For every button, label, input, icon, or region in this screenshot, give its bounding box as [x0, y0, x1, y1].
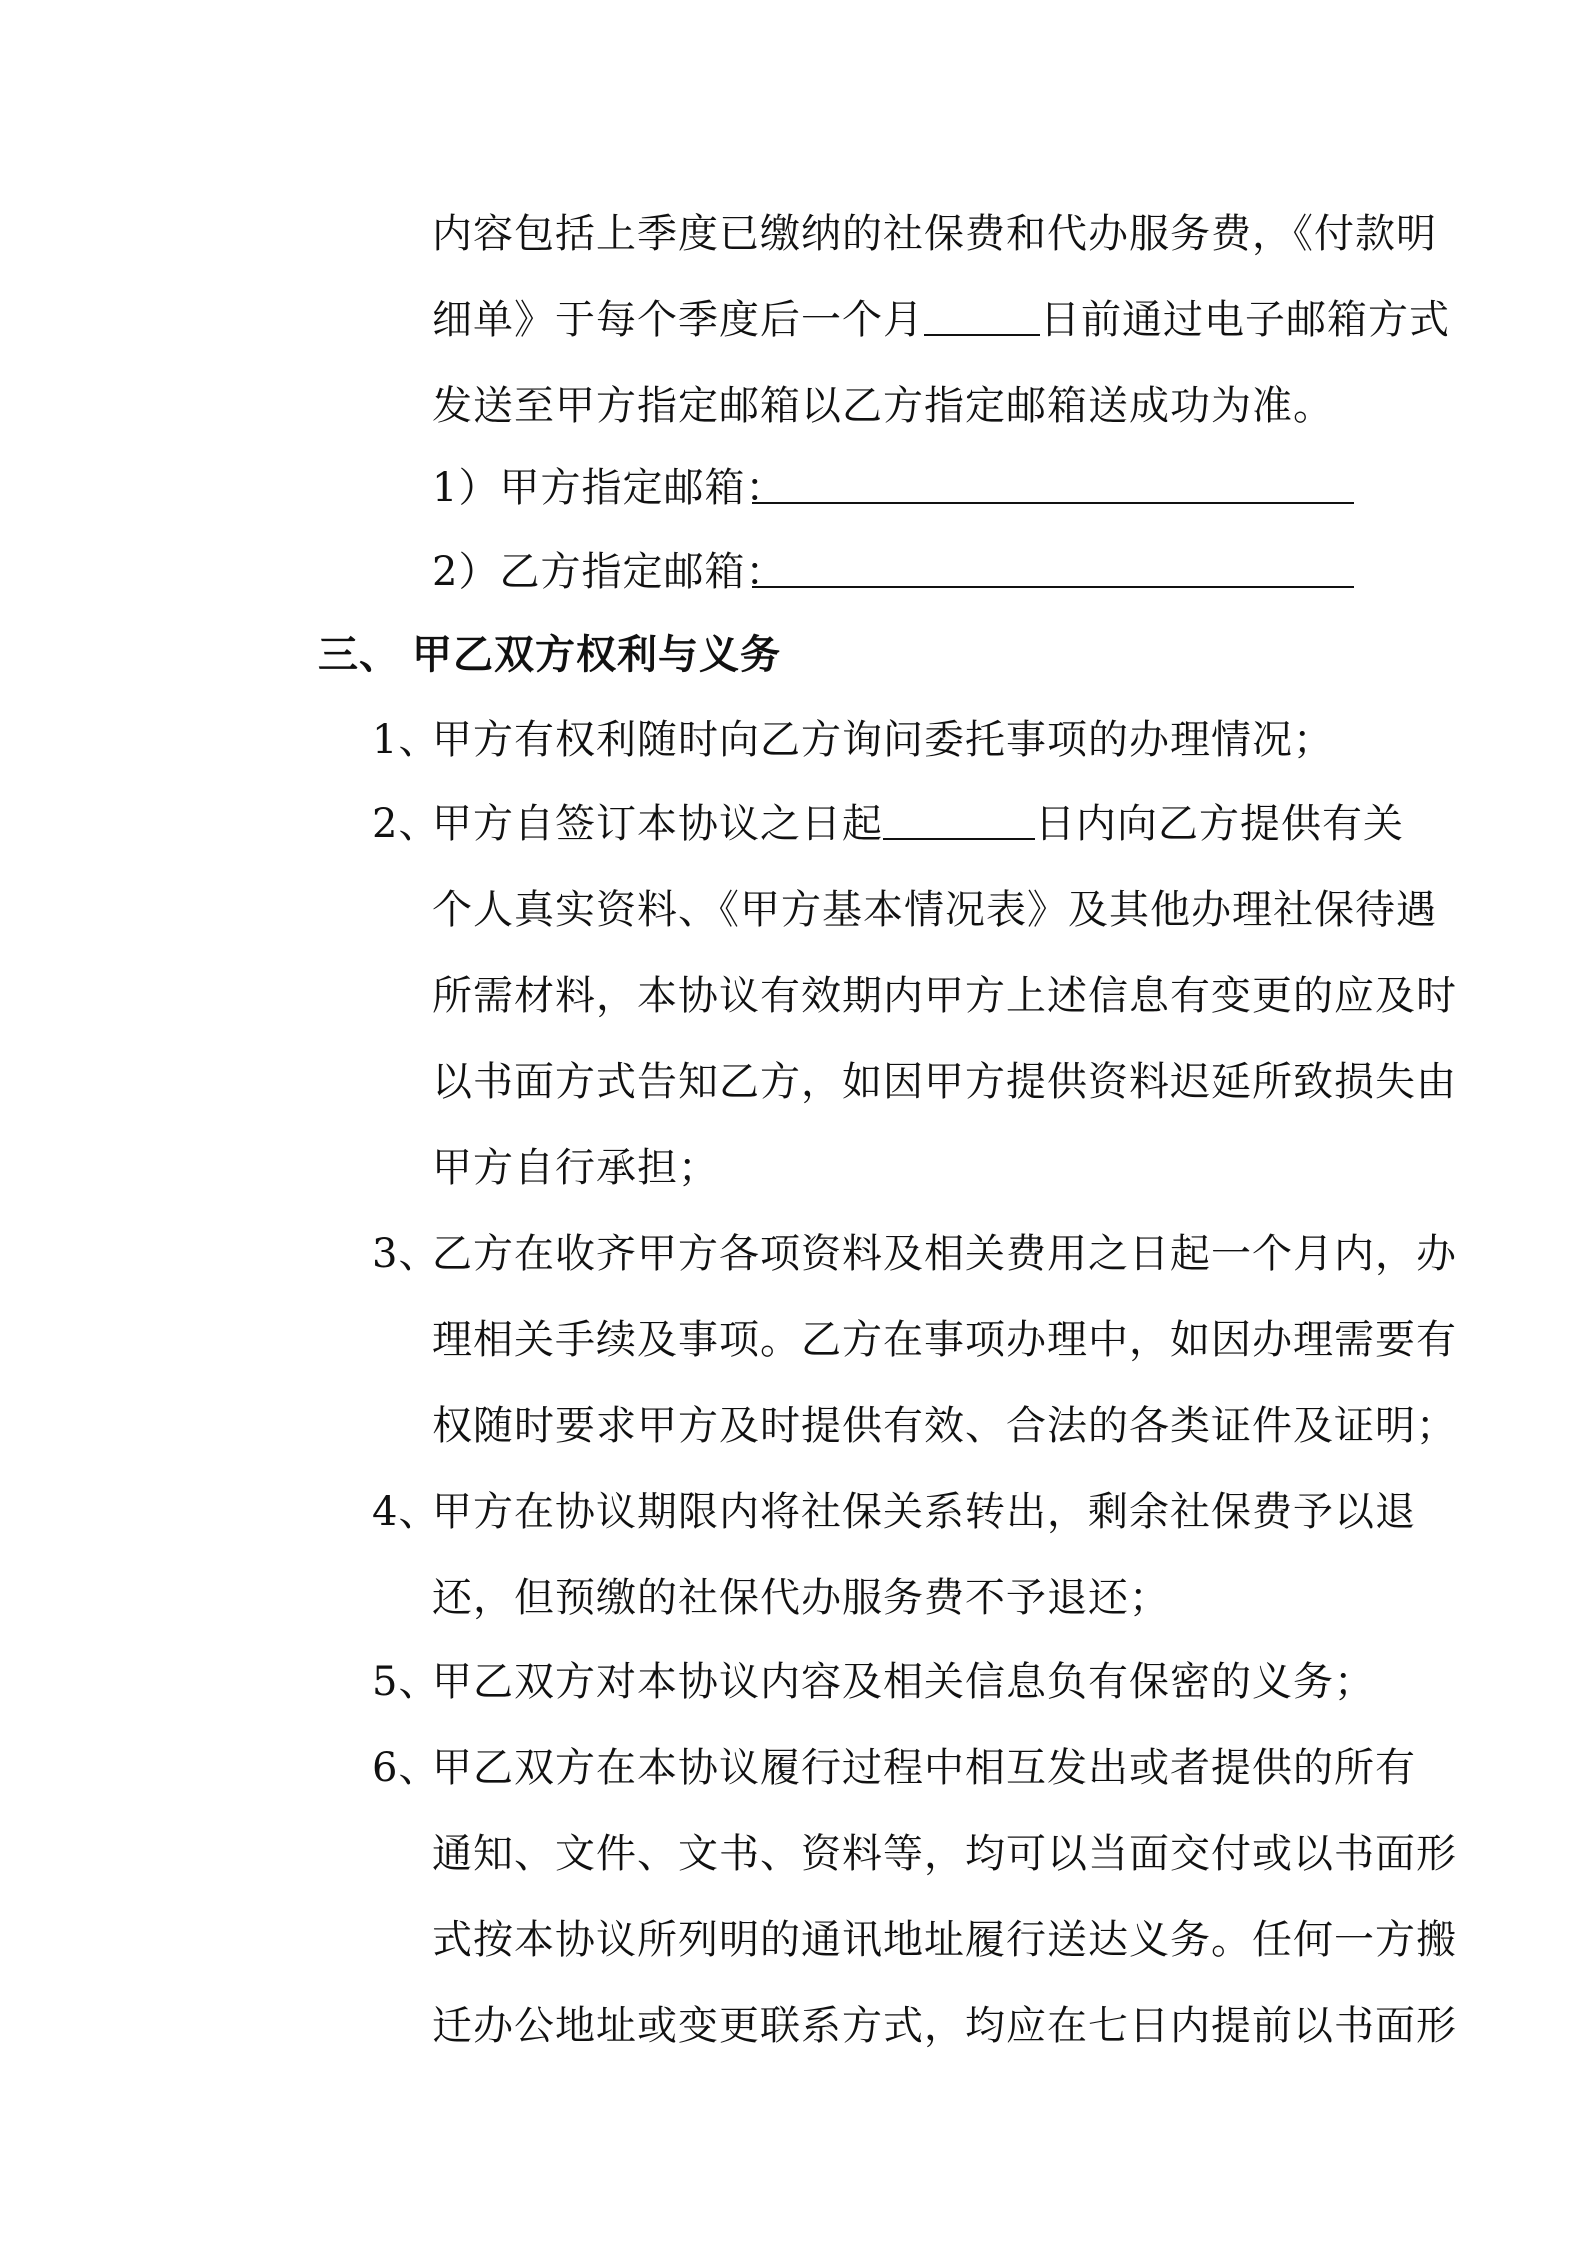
- section-number: 三、: [318, 631, 400, 678]
- paragraph-text: 发送至甲方指定邮箱以乙方指定邮箱送成功为准。: [432, 383, 1334, 429]
- paragraph-text: 细单》于每个季度后一个月: [432, 297, 924, 343]
- clause-number: 5、: [372, 1659, 440, 1705]
- clause-text: 个人真实资料、《甲方基本情况表》及其他办理社保待遇: [432, 887, 1437, 933]
- paragraph-text-with-blank: [432, 290, 1450, 350]
- clause-text: 甲方自行承担；: [432, 1145, 719, 1191]
- clause-text: 迁办公地址或变更联系方式，均应在七日内提前以书面形: [432, 2003, 1457, 2049]
- clause-text: 日内向乙方提供有关: [1035, 801, 1404, 847]
- clause-text: 甲方在协议期限内将社保关系转出，剩余社保费予以退: [432, 1489, 1416, 1535]
- clause-number: 1、: [372, 717, 440, 763]
- clause-text: 甲乙双方对本协议内容及相关信息负有保密的义务；: [432, 1659, 1375, 1705]
- clause-number: 3、: [372, 1231, 440, 1277]
- clause-number: 4、: [372, 1489, 440, 1535]
- section-title: 甲乙双方权利与义务: [412, 631, 781, 678]
- email-label: 1）甲方指定邮箱：: [432, 465, 787, 511]
- clause-text: 甲方有权利随时向乙方询问委托事项的办理情况；: [432, 717, 1334, 763]
- fill-in-blank-days[interactable]: [883, 794, 1035, 840]
- party-b-email-blank[interactable]: [752, 542, 1354, 588]
- clause-text-with-blank: [432, 794, 1404, 854]
- paragraph-text: 日前通过电子邮箱方式: [1040, 297, 1450, 343]
- clause-text: 还，但预缴的社保代办服务费不予退还；: [432, 1575, 1170, 1621]
- email-label: 2）乙方指定邮箱：: [432, 549, 787, 595]
- clause-number: 2、: [372, 801, 440, 847]
- party-a-email-blank[interactable]: [752, 458, 1354, 504]
- paragraph-text: 内容包括上季度已缴纳的社保费和代办服务费，《付款明: [432, 211, 1437, 257]
- clause-number: 6、: [372, 1745, 440, 1791]
- clause-text: 乙方在收齐甲方各项资料及相关费用之日起一个月内，办: [432, 1231, 1457, 1277]
- clause-text: 甲乙双方在本协议履行过程中相互发出或者提供的所有: [432, 1745, 1416, 1791]
- clause-text: 式按本协议所列明的通讯地址履行送达义务。任何一方搬: [432, 1917, 1457, 1963]
- clause-text: 理相关手续及事项。乙方在事项办理中，如因办理需要有: [432, 1317, 1457, 1363]
- clause-text: 所需材料，本协议有效期内甲方上述信息有变更的应及时: [432, 973, 1457, 1019]
- clause-text: 以书面方式告知乙方，如因甲方提供资料迟延所致损失由: [432, 1059, 1457, 1105]
- fill-in-blank-day[interactable]: [924, 290, 1040, 336]
- clause-text: 通知、文件、文书、资料等，均可以当面交付或以书面形: [432, 1831, 1457, 1877]
- clause-text: 权随时要求甲方及时提供有效、合法的各类证件及证明；: [432, 1403, 1457, 1449]
- clause-text: 甲方自签订本协议之日起: [432, 801, 883, 847]
